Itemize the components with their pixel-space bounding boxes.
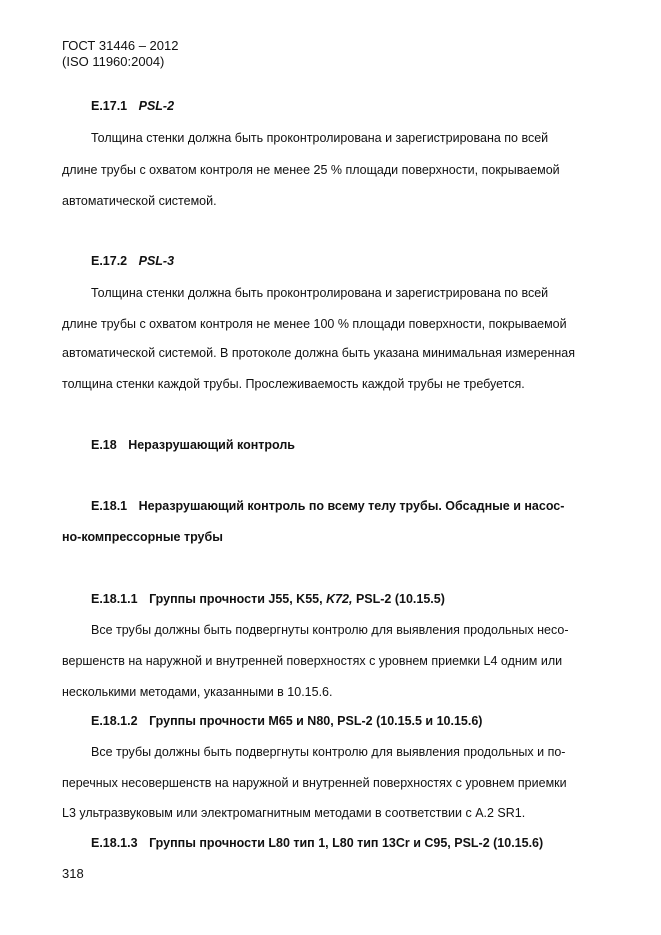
section-title-italic: K72, <box>326 592 353 606</box>
section-number: Е.18.1.1 <box>91 592 138 606</box>
paragraph-line: вершенств на наружной и внутренней поверхностях с уровнем приемки L4 одним или <box>62 654 563 668</box>
heading-e17-2 <box>91 254 174 268</box>
paragraph-line: Все трубы должны быть подвергнуты контролю для выявления продольных и по- <box>91 745 566 759</box>
section-title: PSL-2 <box>138 99 175 113</box>
section-number: Е.17.1 <box>91 99 128 113</box>
paragraph-line: Толщина стенки должна быть проконтролирована и зарегистрирована по всей <box>91 131 549 145</box>
heading-e18 <box>91 438 295 452</box>
section-title: Группы прочности L80 тип 1, L80 тип 13Cr и C95, PSL-2 (10.15.6) <box>149 836 544 850</box>
paragraph-line: перечных несовершенств на наружной и внутренней поверхностях с уровнем приемки <box>62 776 567 790</box>
paragraph-line: L3 ультразвуковым или электромагнитным методами в соответствии с А.2 SR1. <box>62 806 526 820</box>
paragraph-line: автоматической системой. В протоколе должна быть указана минимальная измеренная <box>62 346 576 360</box>
section-number: Е.17.2 <box>91 254 128 268</box>
paragraph-line: длине трубы с охватом контроля не менее 100 % площади поверхности, покрываемой <box>62 317 567 331</box>
page-number: 318 <box>62 866 84 881</box>
heading-e18-1-2 <box>91 714 482 728</box>
paragraph-line: автоматической системой. <box>62 194 217 208</box>
iso-reference: (ISO 11960:2004) <box>62 54 165 69</box>
paragraph-line: толщина стенки каждой трубы. Прослеживаемость каждой трубы не требуется. <box>62 377 525 391</box>
section-number: Е.18 <box>91 438 117 452</box>
heading-e18-1-3 <box>91 836 543 850</box>
heading-e18-1-1 <box>91 592 445 606</box>
section-number: Е.18.1 <box>91 499 128 513</box>
section-title: Неразрушающий контроль по всему телу трубы. Обсадные и насос- <box>138 499 565 513</box>
section-title-rest: PSL-2 (10.15.5) <box>355 592 445 606</box>
paragraph-line: Все трубы должны быть подвергнуты контролю для выявления продольных несо- <box>91 623 569 637</box>
heading-e18-1 <box>91 499 564 513</box>
section-number: Е.18.1.2 <box>91 714 138 728</box>
section-title: PSL-3 <box>138 254 175 268</box>
section-title: Группы прочности M65 и N80, PSL-2 (10.15.5 и 10.15.6) <box>149 714 483 728</box>
heading-e18-1-continued: но-компрессорные трубы <box>62 530 223 544</box>
document-header <box>62 38 178 70</box>
section-title: Неразрушающий контроль <box>128 438 295 452</box>
heading-e17-1 <box>91 99 174 113</box>
paragraph-line: несколькими методами, указанными в 10.15.6. <box>62 685 333 699</box>
paragraph-line: Толщина стенки должна быть проконтролирована и зарегистрирована по всей <box>91 286 549 300</box>
section-title: Группы прочности J55, K55, <box>149 592 323 606</box>
section-number: Е.18.1.3 <box>91 836 138 850</box>
standard-designation: ГОСТ 31446 – 2012 <box>62 38 179 53</box>
paragraph-line: длине трубы с охватом контроля не менее 25 % площади поверхности, покрываемой <box>62 163 560 177</box>
